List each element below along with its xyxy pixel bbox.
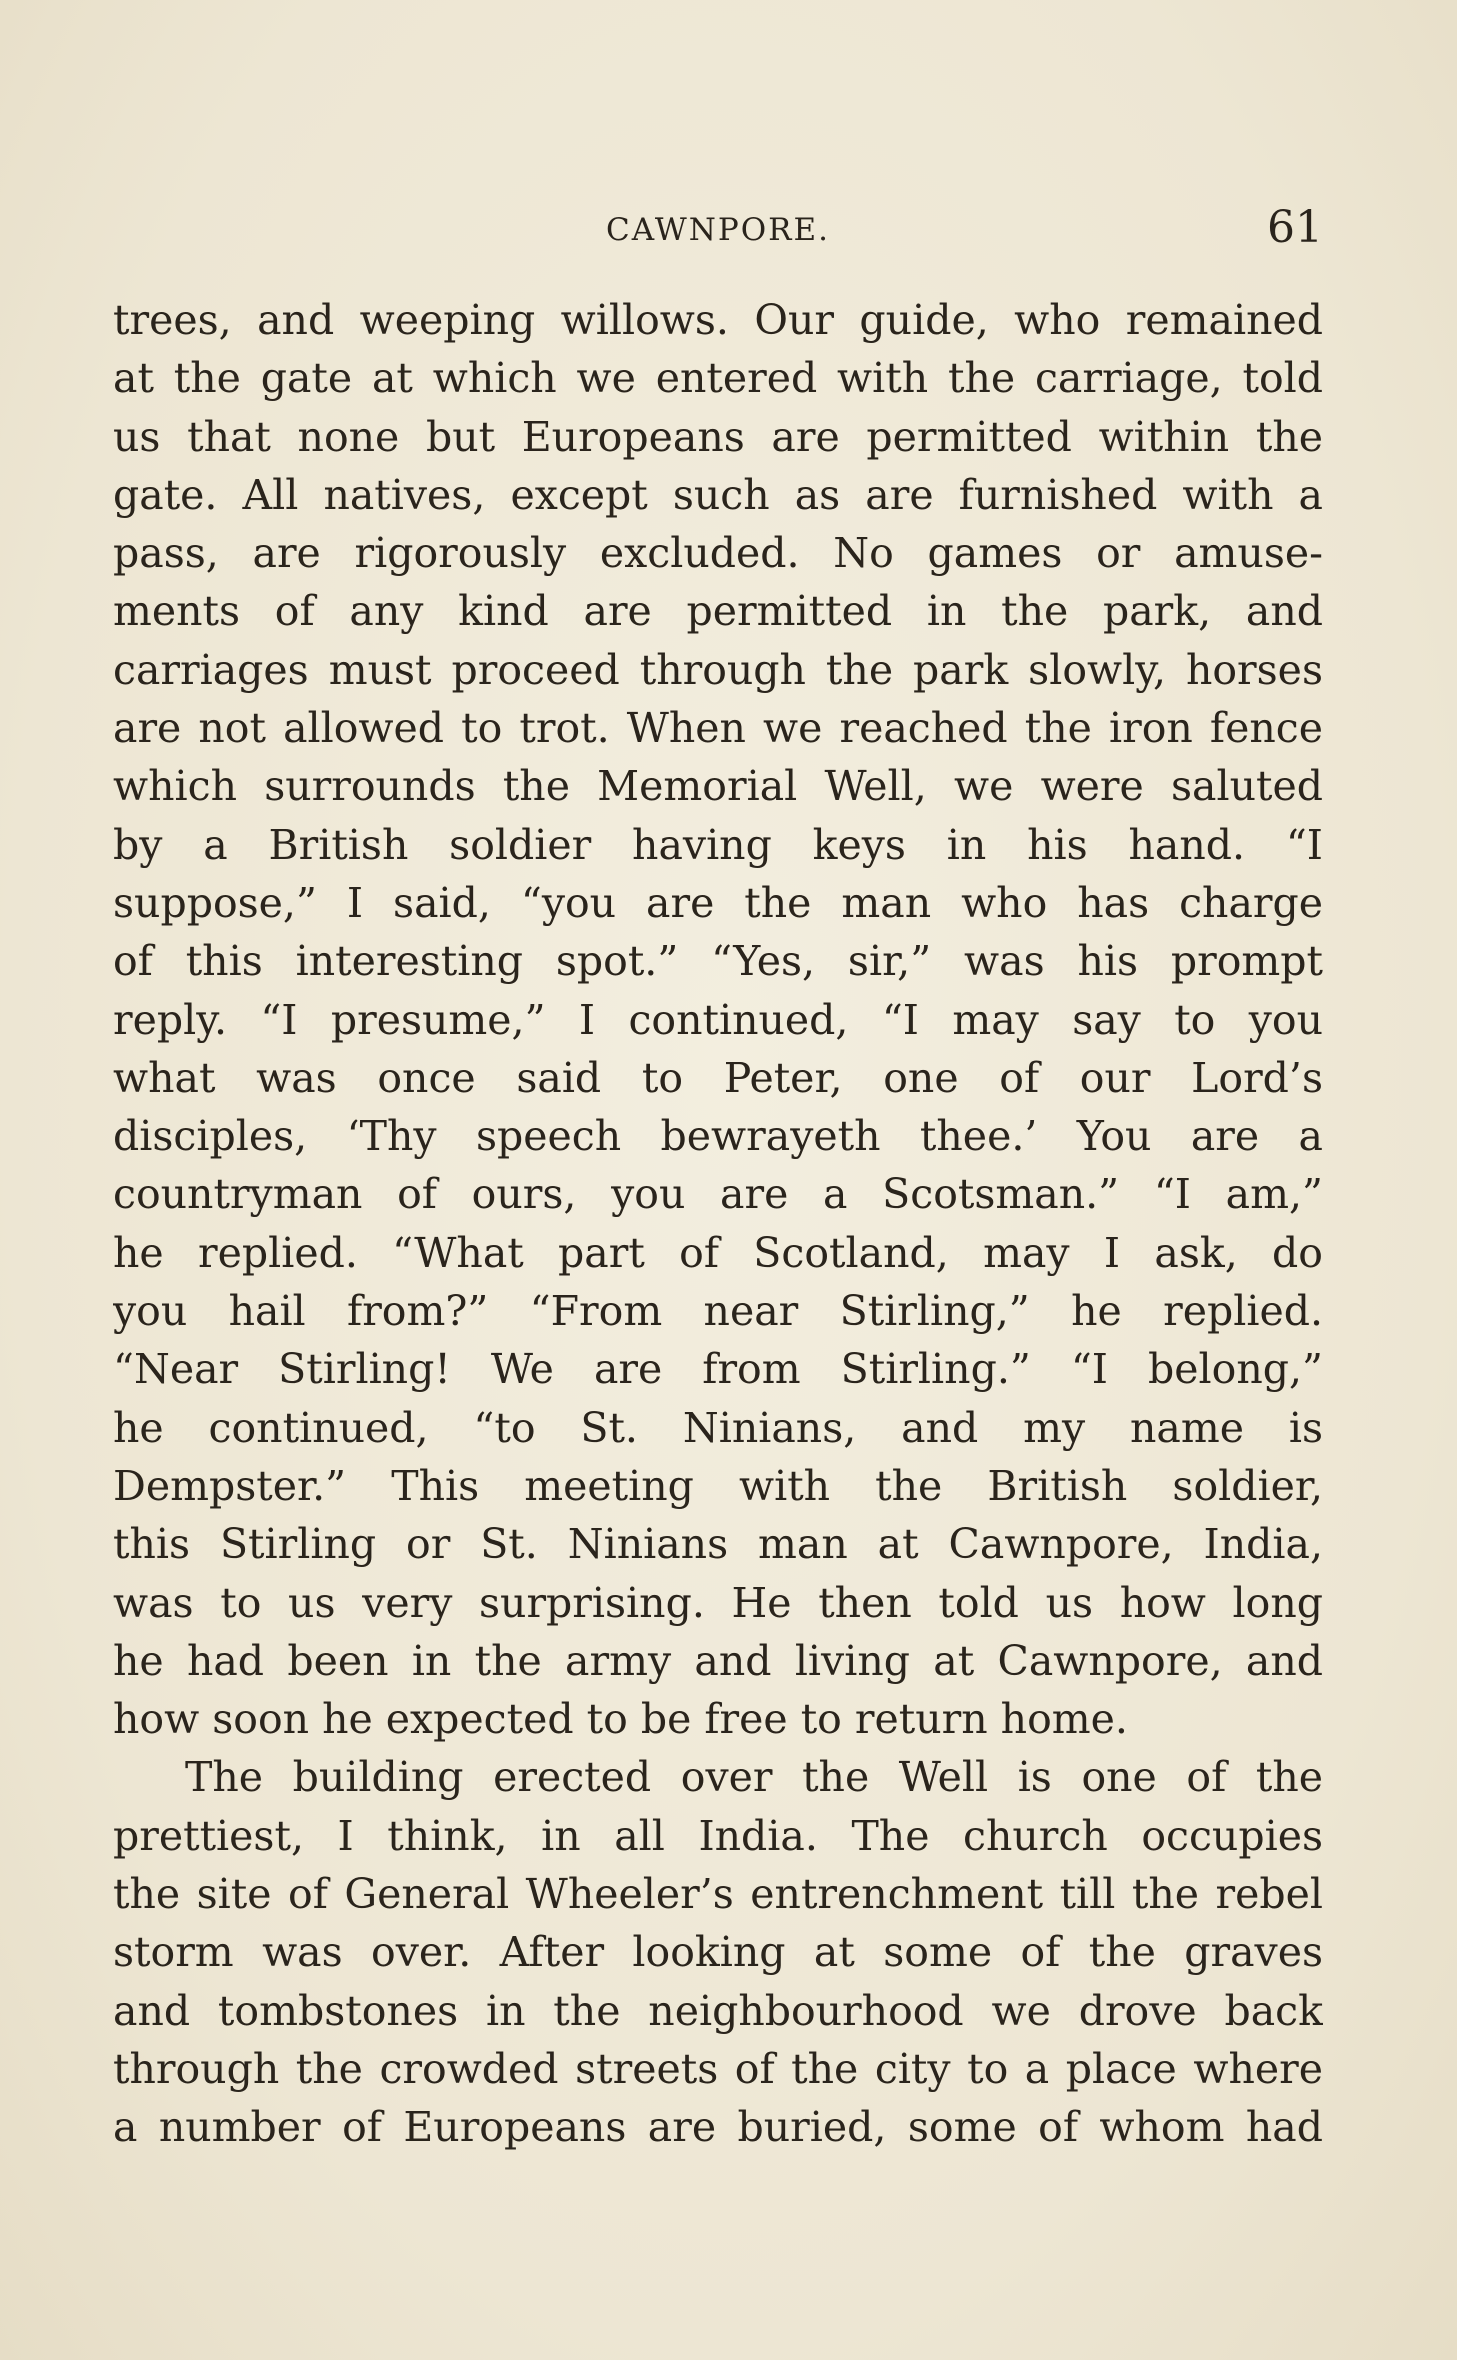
text-line: which surrounds the Memorial Well, we were saluted bbox=[113, 762, 1323, 811]
text-line: carriages must proceed through the park slowly, horses bbox=[113, 645, 1323, 694]
paragraph-1 bbox=[113, 291, 1323, 1748]
text-line: of this interesting spot.” “Yes, sir,” was his prompt bbox=[113, 937, 1323, 986]
text-line: a number of Europeans are buried, some of whom had bbox=[113, 2103, 1323, 2152]
running-head bbox=[113, 198, 1323, 258]
text-line: prettiest, I think, in all India. The church occupies bbox=[113, 1811, 1323, 1860]
text-line: Dempster.” This meeting with the British soldier, bbox=[113, 1461, 1323, 1510]
text-line: what was once said to Peter, one of our Lord’s bbox=[113, 1053, 1323, 1102]
text-line: he had been in the army and living at Cawnpore, and bbox=[113, 1636, 1323, 1685]
text-line: The building erected over the Well is one of the bbox=[185, 1753, 1323, 1802]
text-line: by a British soldier having keys in his hand. “I bbox=[113, 820, 1323, 869]
text-line: suppose,” I said, “you are the man who has charge bbox=[113, 878, 1323, 927]
text-line: are not allowed to trot. When we reached the iron fence bbox=[113, 704, 1323, 753]
text-line: gate. All natives, except such as are furnished with a bbox=[113, 470, 1323, 519]
text-line: the site of General Wheeler’s entrenchment till the rebel bbox=[113, 1870, 1323, 1919]
text-line: he continued, “to St. Ninians, and my name is bbox=[113, 1403, 1323, 1452]
body-text bbox=[113, 291, 1323, 2157]
text-line: trees, and weeping willows. Our guide, who remained bbox=[113, 296, 1323, 344]
paragraph-2 bbox=[113, 1748, 1323, 2156]
text-line: was to us very surprising. He then told us how long bbox=[113, 1578, 1323, 1627]
text-line: pass, are rigorously excluded. No games or amuse- bbox=[113, 529, 1323, 578]
text-line: storm was over. After looking at some of the graves bbox=[113, 1928, 1323, 1977]
page-number: 61 bbox=[1267, 202, 1323, 253]
running-title: CAWNPORE. bbox=[606, 212, 830, 248]
text-line: countryman of ours, you are a Scotsman.” “I am,” bbox=[113, 1170, 1323, 1219]
text-line: “Near Stirling! We are from Stirling.” “I belong,” bbox=[113, 1345, 1323, 1394]
text-line: disciples, ‘Thy speech bewrayeth thee.’ You are a bbox=[113, 1112, 1323, 1161]
text-line: reply. “I presume,” I continued, “I may say to you bbox=[113, 995, 1323, 1044]
text-line: how soon he expected to be free to return home. bbox=[113, 1695, 1128, 1744]
text-line: and tombstones in the neighbourhood we drove back bbox=[113, 1986, 1323, 2035]
text-line: you hail from?” “From near Stirling,” he replied. bbox=[113, 1287, 1323, 1336]
text-line: through the crowded streets of the city to a place where bbox=[113, 2044, 1323, 2093]
text-line: he replied. “What part of Scotland, may I ask, do bbox=[113, 1228, 1323, 1277]
text-line: this Stirling or St. Ninians man at Cawnpore, India, bbox=[113, 1520, 1323, 1569]
text-line: us that none but Europeans are permitted within the bbox=[113, 412, 1323, 461]
text-line: ments of any kind are permitted in the park, and bbox=[113, 587, 1323, 636]
text-line: at the gate at which we entered with the carriage, told bbox=[113, 354, 1323, 403]
